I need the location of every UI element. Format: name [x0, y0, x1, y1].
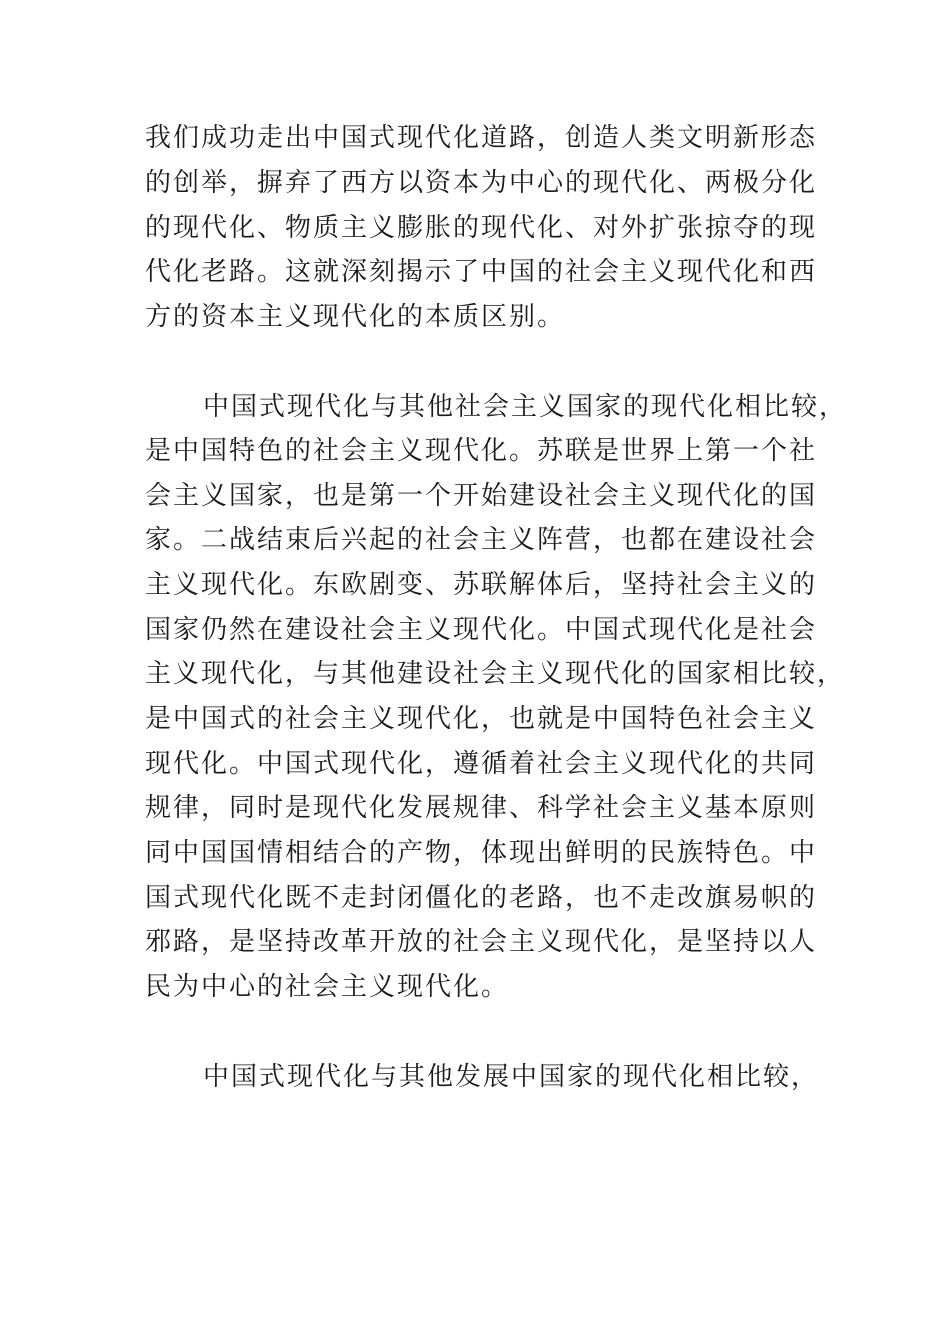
- text-line: 民为中心的社会主义现代化。: [145, 972, 510, 1002]
- text-line: 国式现代化既不走封闭僵化的老路，也不走改旗易帜的: [145, 883, 818, 913]
- text-line: 现代化。中国式现代化，遵循着社会主义现代化的共同: [145, 749, 818, 779]
- text-line: 会主义国家，也是第一个开始建设社会主义现代化的国: [145, 481, 818, 511]
- text-line: 主义现代化。东欧剧变、苏联解体后，坚持社会主义的: [145, 570, 818, 600]
- text-line: 主义现代化，与其他建设社会主义现代化的国家相比较，: [145, 659, 846, 689]
- text-line: 的现代化、物质主义膨胀的现代化、对外扩张掠夺的现: [145, 213, 818, 243]
- text-line: 的创举，摒弃了西方以资本为中心的现代化、两极分化: [145, 168, 818, 198]
- text-line: 国家仍然在建设社会主义现代化。中国式现代化是社会: [145, 615, 818, 645]
- text-line: 是中国式的社会主义现代化，也就是中国特色社会主义: [145, 704, 818, 734]
- text-line: 中国式现代化与其他发展中国家的现代化相比较，: [203, 1062, 820, 1092]
- text-line: 同中国国情相结合的产物，体现出鲜明的民族特色。中: [145, 838, 818, 868]
- text-line: 是中国特色的社会主义现代化。苏联是世界上第一个社: [145, 436, 818, 466]
- text-line: 我们成功走出中国式现代化道路，创造人类文明新形态: [145, 123, 818, 153]
- text-line: 邪路，是坚持改革开放的社会主义现代化，是坚持以人: [145, 927, 818, 957]
- text-line: 家。二战结束后兴起的社会主义阵营，也都在建设社会: [145, 525, 818, 555]
- text-line: 方的资本主义现代化的本质区别。: [145, 302, 566, 332]
- text-line: 代化老路。这就深刻揭示了中国的社会主义现代化和西: [145, 257, 818, 287]
- text-line: 规律，同时是现代化发展规律、科学社会主义基本原则: [145, 793, 818, 823]
- text-line: 中国式现代化与其他社会主义国家的现代化相比较，: [203, 392, 848, 422]
